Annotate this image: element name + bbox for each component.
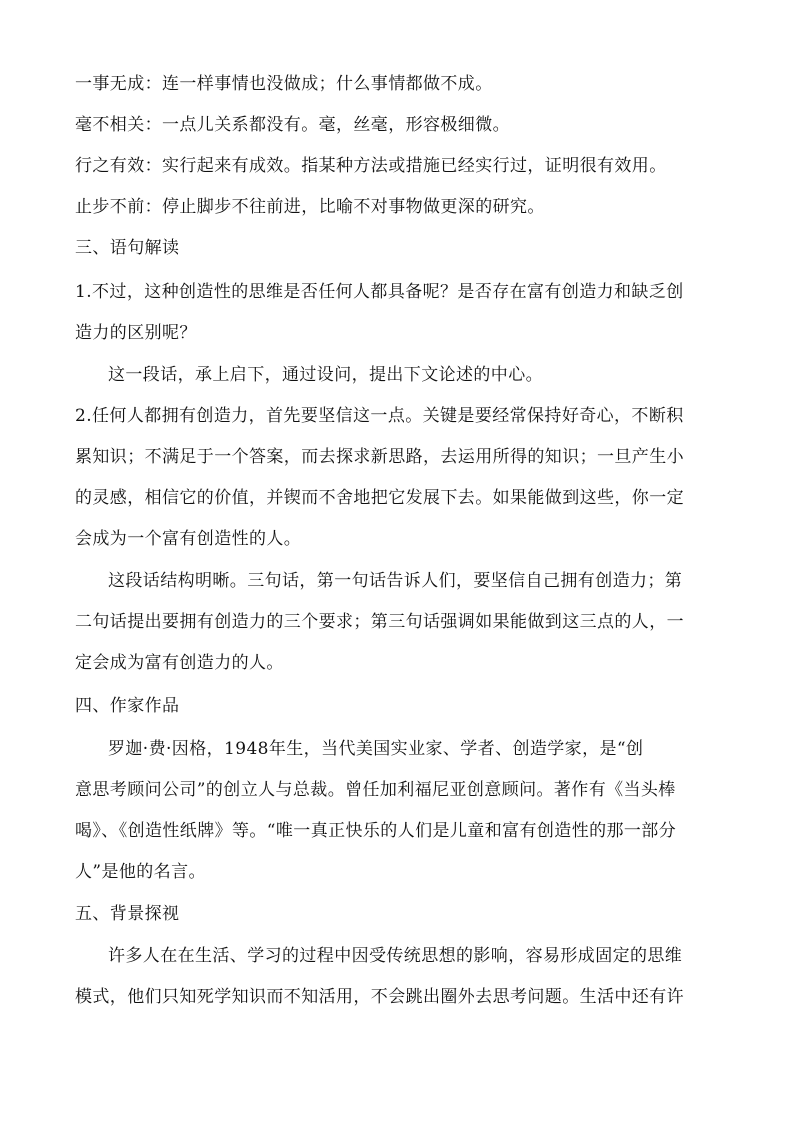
definition-xingzhi-youxiao: 行之有效：实行起来有成效。指某种方法或措施已经实行过，证明很有效用。 — [75, 156, 667, 176]
quote-2-line-2: 累知识；不满足于一个答案，而去探求新思路，去运用所得的知识；一旦产生小 — [75, 447, 684, 467]
section-heading-author-works: 四、作家作品 — [75, 696, 180, 716]
author-bio-line-3: 喝》、《创造性纸牌》等。“唯一真正快乐的人们是儿童和富有创造性的那一部分 — [75, 821, 677, 841]
section-heading-background: 五、背景探视 — [75, 904, 180, 924]
quote-2-analysis-line-2: 二句话提出要拥有创造力的三个要求；第三句话强调如果能做到这三点的人，一 — [75, 612, 684, 632]
definition-yishi-wucheng: 一事无成：连一样事情也没做成；什么事情都做不成。 — [75, 74, 493, 94]
quote-2-line-1: 2.任何人都拥有创造力，首先要坚信这一点。关键是要经常保持好奇心，不断积 — [75, 406, 684, 426]
quote-1-line-1: 1.不过，这种创造性的思维是否任何人都具备呢？是否存在富有创造力和缺乏创 — [75, 282, 684, 302]
author-bio-line-2: 意思考顾问公司”的创立人与总裁。曾任加利福尼亚创意顾问。著作有《当头棒 — [75, 780, 676, 800]
author-bio-line-1: 罗迦·费·因格，1948年生，当代美国实业家、学者、创造学家，是“创 — [108, 739, 644, 759]
quote-1-analysis: 这一段话，承上启下，通过设问，提出下文论述的中心。 — [108, 365, 543, 385]
quote-2-analysis-line-3: 定会成为富有创造力的人。 — [75, 653, 284, 673]
author-bio-line-4: 人”是他的名言。 — [75, 862, 206, 882]
quote-1-line-2: 造力的区别呢？ — [75, 323, 197, 343]
quote-2-line-3: 的灵感，相信它的价值，并锲而不舍地把它发展下去。如果能做到这些，你一定 — [75, 488, 684, 508]
background-line-2: 模式，他们只知死学知识而不知活用，不会跳出圈外去思考问题。生活中还有许 — [75, 987, 684, 1007]
definition-zhibu-buqian: 止步不前：停止脚步不往前进，比喻不对事物做更深的研究。 — [75, 197, 545, 217]
quote-2-line-4: 会成为一个富有创造性的人。 — [75, 529, 302, 549]
quote-2-analysis-line-1: 这段话结构明晰。三句话，第一句话告诉人们，要坚信自己拥有创造力；第 — [108, 571, 683, 591]
definition-haobu-xiangguan: 毫不相关：一点儿关系都没有。毫，丝毫，形容极细微。 — [75, 115, 510, 135]
section-heading-sentence-analysis: 三、语句解读 — [75, 238, 180, 258]
background-line-1: 许多人在在生活、学习的过程中因受传统思想的影响，容易形成固定的思维 — [108, 946, 683, 966]
